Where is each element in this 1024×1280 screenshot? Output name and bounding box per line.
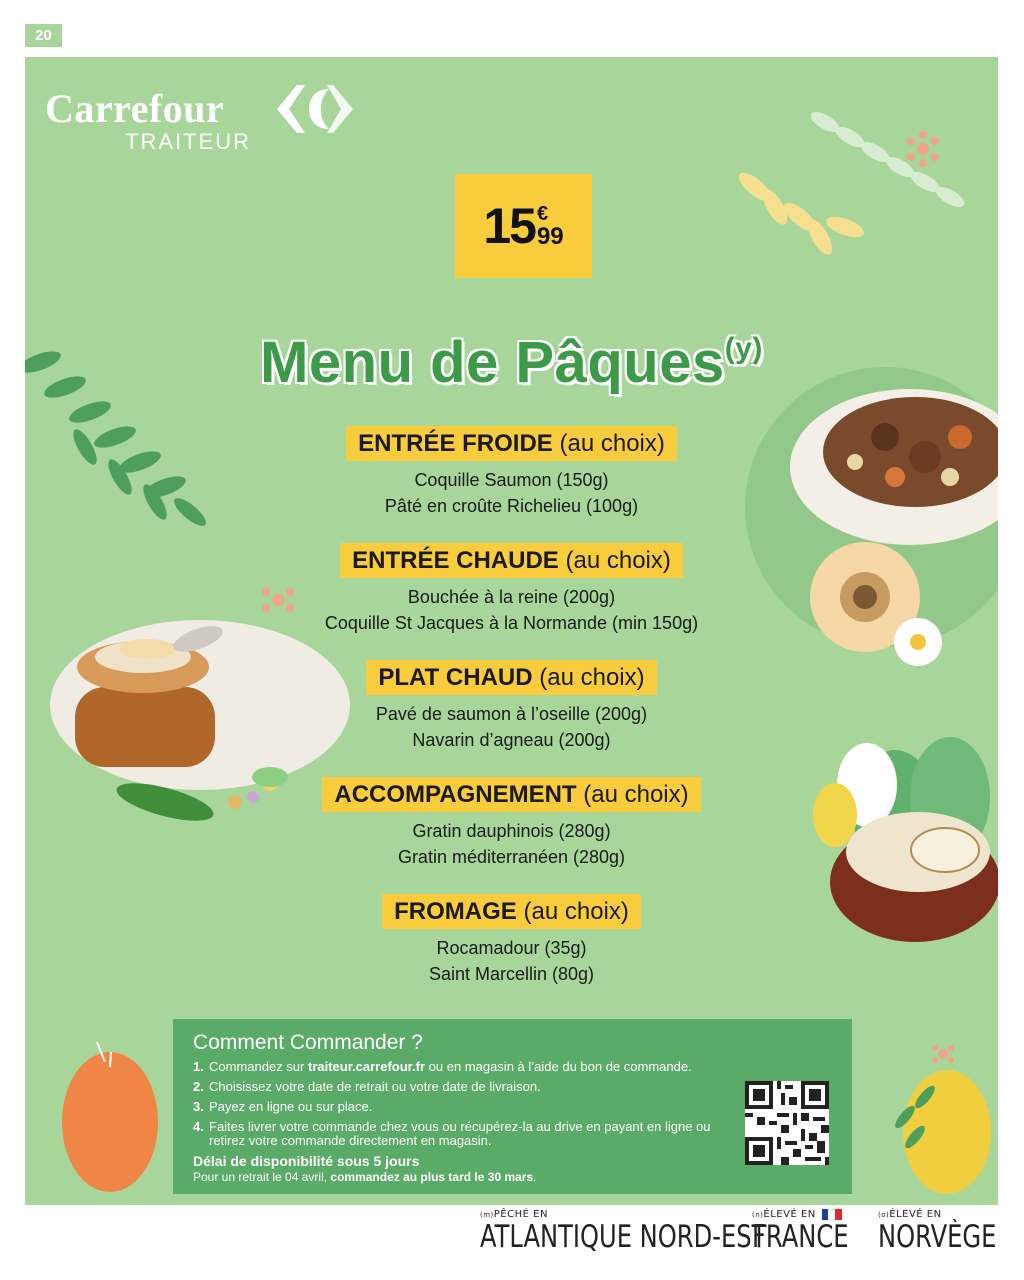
order-step <box>193 1100 713 1114</box>
website-link[interactable]: traiteur.carrefour.fr <box>307 1059 426 1074</box>
menu-item: Coquille St Jacques à la Normande (min 150g) <box>324 613 699 633</box>
step-number: 2. <box>193 1079 204 1094</box>
page-number: 20 <box>25 24 62 47</box>
note-text: . <box>533 1170 537 1184</box>
section-label <box>346 426 677 461</box>
step-text: Payez en ligne ou sur place. <box>209 1099 373 1114</box>
origin-label-france <box>752 1209 876 1254</box>
origin-big-text: FRANCE <box>752 1219 849 1255</box>
section-plat-chaud <box>185 660 838 753</box>
carrefour-traiteur-logo <box>45 85 365 155</box>
section-choice: (au choix) <box>523 898 629 925</box>
section-title: ACCOMPAGNEMENT <box>334 781 577 808</box>
brand-sub: TRAITEUR <box>125 129 251 154</box>
availability-delay: Délai de disponibilité sous 5 jours <box>193 1153 420 1169</box>
footnote-mark: (m) <box>480 1210 494 1219</box>
section-title: ENTRÉE CHAUDE <box>352 547 559 574</box>
page-title <box>25 329 998 396</box>
section-title: PLAT CHAUD <box>378 664 533 691</box>
origin-big-text: ATLANTIQUE NORD-EST <box>480 1219 767 1255</box>
note-text: Pour un retrait le 04 avril, <box>193 1170 331 1184</box>
order-steps <box>193 1060 713 1154</box>
section-choice: (au choix) <box>559 430 665 457</box>
section-label <box>366 660 656 695</box>
section-title: FROMAGE <box>394 898 517 925</box>
step-number: 1. <box>193 1059 204 1074</box>
section-title: ENTRÉE FROIDE <box>358 430 553 457</box>
order-deadline-note <box>193 1170 537 1184</box>
section-accompagnement <box>185 777 838 870</box>
menu-item: Gratin dauphinois (280g) <box>412 821 611 841</box>
order-title: Comment Commander ? <box>193 1031 423 1054</box>
order-step <box>193 1060 713 1074</box>
price-decimals: 99 <box>536 222 564 250</box>
footnote-mark: (o) <box>878 1210 890 1219</box>
note-deadline: commandez au plus tard le 30 mars <box>330 1170 534 1184</box>
section-label <box>382 894 641 929</box>
section-choice: (au choix) <box>539 664 645 691</box>
menu-item: Pavé de saumon à l’oseille (200g) <box>375 704 648 724</box>
step-text: Choisissez votre date de retrait ou votre date de livraison. <box>209 1079 541 1094</box>
section-entree-chaude <box>185 543 838 636</box>
menu-item: Gratin méditerranéen (280g) <box>397 847 626 867</box>
footnote-mark: (n) <box>752 1210 764 1219</box>
menu-item: Coquille Saumon (150g) <box>414 470 609 490</box>
origin-small-text: ÉLEVÉ EN <box>889 1209 942 1220</box>
step-text: ou en magasin à l’aide du bon de commande. <box>425 1059 692 1074</box>
origin-big-text: NORVÈGE <box>878 1219 997 1255</box>
title-footnote-mark: (y) <box>724 332 763 365</box>
origin-label-norvege <box>878 1209 1024 1254</box>
menu-item: Saint Marcellin (80g) <box>428 964 595 984</box>
carrefour-logo-icon <box>269 79 361 139</box>
section-choice: (au choix) <box>565 547 671 574</box>
origin-small-text: PÊCHÉ EN <box>493 1209 548 1220</box>
title-text: Menu de Pâques <box>260 330 725 395</box>
section-fromage <box>185 894 838 987</box>
origin-small-text: ÉLEVÉ EN <box>763 1209 816 1220</box>
price-currency: € <box>536 202 549 225</box>
menu-item: Pâté en croûte Richelieu (100g) <box>384 496 639 516</box>
order-step <box>193 1120 713 1148</box>
order-step <box>193 1080 713 1094</box>
section-label <box>322 777 700 812</box>
brand-name: Carrefour <box>45 86 225 131</box>
order-instructions-box <box>173 1019 852 1194</box>
step-text: Commandez sur <box>209 1059 308 1074</box>
qr-code-icon[interactable] <box>745 1081 829 1165</box>
menu-item: Rocamadour (35g) <box>436 938 587 958</box>
price-integer: 15 <box>483 198 535 254</box>
menu-panel <box>25 57 998 1205</box>
section-entree-froide <box>185 426 838 519</box>
section-choice: (au choix) <box>583 781 689 808</box>
menu-item: Bouchée à la reine (200g) <box>407 587 616 607</box>
step-number: 4. <box>193 1119 204 1134</box>
section-label <box>340 543 683 578</box>
menu-item: Navarin d’agneau (200g) <box>412 730 611 750</box>
price-tag <box>455 174 592 278</box>
step-text: Faites livrer votre commande chez vous ou récupérez-la au drive en payant en ligne ou retirez votre commande directement en magasin. <box>209 1119 711 1148</box>
step-number: 3. <box>193 1099 204 1114</box>
